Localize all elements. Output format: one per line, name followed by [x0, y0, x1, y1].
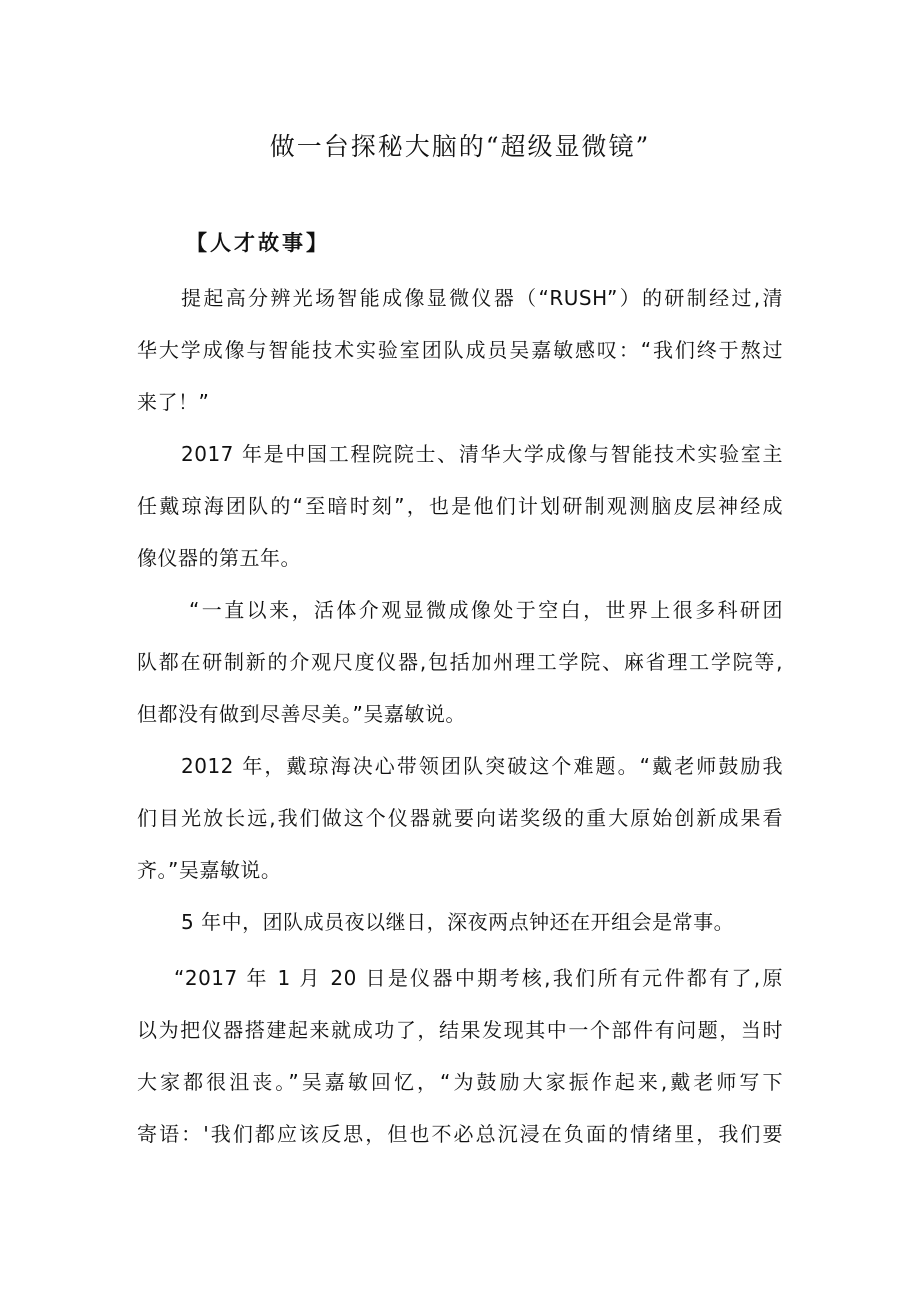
- paragraph-line: 寄语：'我们都应该反思，但也不必总沉浸在负面的情绪里，我们要: [137, 1122, 783, 1146]
- paragraph-line: 2017 年是中国工程院院士、清华大学成像与智能技术实验室主: [181, 442, 783, 466]
- paragraph-line: 来了！”: [137, 390, 210, 414]
- paragraph-3: [137, 584, 783, 740]
- paragraph-line: 5 年中，团队成员夜以继日，深夜两点钟还在开组会是常事。: [181, 910, 735, 934]
- paragraph-line: 们目光放长远,我们做这个仪器就要向诺奖级的重大原始创新成果看: [137, 806, 783, 830]
- paragraph-line: 大家都很沮丧。”吴嘉敏回忆，“为鼓励大家振作起来,戴老师写下: [137, 1070, 783, 1094]
- page-title: 做一台探秘大脑的“超级显微镜”: [269, 132, 651, 161]
- paragraph-line: 华大学成像与智能技术实验室团队成员吴嘉敏感叹：“我们终于熬过: [137, 338, 783, 362]
- paragraph-line: 提起高分辨光场智能成像显微仪器（“RUSH”）的研制经过,清: [181, 286, 783, 310]
- paragraph-line: 2012 年，戴琼海决心带领团队突破这个难题。“戴老师鼓励我: [181, 754, 783, 778]
- paragraph-line: “一直以来，活体介观显微成像处于空白，世界上很多科研团: [189, 598, 783, 622]
- paragraph-1: [137, 272, 783, 428]
- paragraph-5: [137, 896, 783, 948]
- paragraph-6: [137, 952, 783, 1160]
- paragraph-line: 任戴琼海团队的“至暗时刻”，也是他们计划研制观测脑皮层神经成: [137, 494, 783, 518]
- paragraph-line: 以为把仪器搭建起来就成功了，结果发现其中一个部件有问题，当时: [137, 1018, 783, 1042]
- paragraph-line: 像仪器的第五年。: [137, 546, 301, 570]
- paragraph-2: [137, 428, 783, 584]
- paragraph-line: 队都在研制新的介观尺度仪器,包括加州理工学院、麻省理工学院等,: [137, 650, 783, 674]
- paragraph-line: “2017 年 1 月 20 日是仪器中期考核,我们所有元件都有了,原: [174, 966, 783, 990]
- paragraph-4: [137, 740, 783, 896]
- paragraph-line: 齐。”吴嘉敏说。: [137, 858, 282, 882]
- section-heading: 【人才故事】: [186, 231, 330, 255]
- paragraph-line: 但都没有做到尽善尽美。”吴嘉敏说。: [137, 702, 466, 726]
